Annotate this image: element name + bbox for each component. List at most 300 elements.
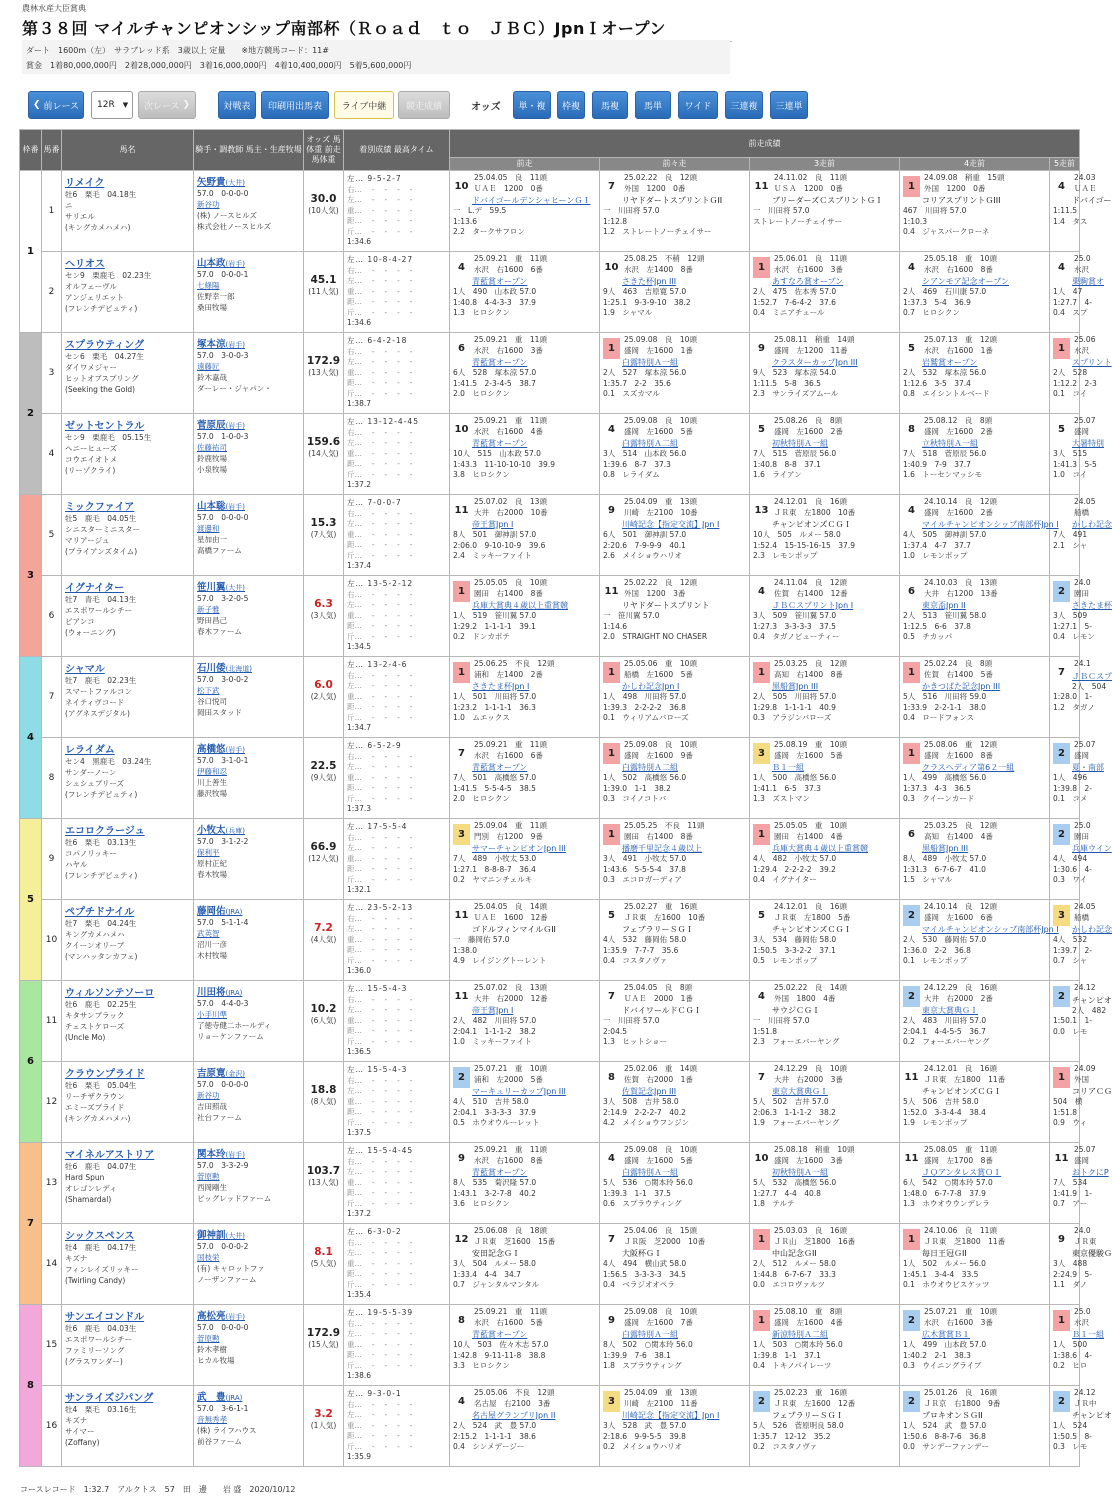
horse-dam: フィンレイズリッキー	[65, 1265, 139, 1274]
race-name-link[interactable]: ドバイゴールデンシャヒーンＧＩ	[472, 196, 591, 205]
race-name-link[interactable]: Ｂ１一組	[1072, 1330, 1104, 1339]
race-name-link[interactable]: 中山記念ＧII	[772, 1249, 817, 1258]
race-venue: 船橋	[1074, 912, 1089, 922]
race-winner: 3.3 ヒロシクン	[453, 1361, 510, 1370]
race-winner: 0.2 メイショウハリオ	[603, 1442, 683, 1451]
finish-position: 3	[753, 743, 770, 764]
race-name-link[interactable]: チャンピオ	[1072, 995, 1112, 1005]
trainer-link[interactable]: 松下武	[197, 686, 220, 695]
finish-position: 4	[458, 262, 465, 273]
race-name-link[interactable]: サウジＣＧＩ	[772, 1006, 820, 1015]
horse-name-link[interactable]: サンライズジパング	[65, 1393, 154, 1404]
race-name-link[interactable]: ＪＱアンタレス賞ＯＩ	[922, 1168, 1002, 1177]
race-name-link[interactable]: 青藍賞オープン	[472, 439, 528, 448]
horse-dam: サイマー	[65, 1427, 95, 1436]
race-name-link[interactable]: ゴドルフィンマイルＧII	[472, 925, 556, 934]
race-name-link[interactable]: 安田記念ＧＩ	[472, 1249, 520, 1258]
finish-position: 11	[454, 505, 469, 516]
owner: 星加由一	[197, 535, 227, 544]
race-winner: 2.6 メイショウハリオ	[603, 551, 683, 560]
race-name-link[interactable]: 青藍賞オープン	[472, 763, 528, 772]
race-time: 2:18.6 9-9-5-5 39.8	[603, 1431, 686, 1441]
race-name-link[interactable]: 川崎記念【指定交流】Jpn I	[622, 520, 720, 529]
finish-position: 2	[903, 905, 920, 926]
race-name-link[interactable]: 青藍賞オープン	[472, 277, 528, 286]
trainer-link[interactable]: 菅原勲	[197, 1334, 220, 1343]
trainer-link[interactable]: 音無秀孝	[197, 1415, 227, 1424]
race-name-link[interactable]: おトクにP	[1072, 1168, 1109, 1177]
race-jockey: 1人 47	[1053, 287, 1083, 296]
col-horse: 馬名	[62, 130, 194, 171]
race-jockey: 5人 506 吉井 58.0	[903, 1097, 979, 1106]
race-time: 1:27.1 8-8-8-7 36.4	[453, 864, 536, 874]
trainer-link[interactable]: 遠藤匠	[197, 362, 220, 371]
race-name-link[interactable]: 兵庫大賞典４歳以上重賞競	[472, 601, 568, 610]
odds-cell	[304, 1305, 344, 1386]
race-venue: ＵＡＥ 2000 1番	[624, 993, 693, 1003]
race-name-link[interactable]: サマーチャンピオンJpn III	[472, 844, 566, 853]
race-name-link[interactable]: フェブラリーＳＧＩ	[772, 1411, 844, 1420]
race-name-link[interactable]: かしわ記念	[1072, 520, 1112, 529]
race-name-link[interactable]: 白露特別Ａ一組	[622, 1168, 678, 1177]
horse-bms: (フレンチデピュティ)	[65, 304, 138, 313]
race-name-link[interactable]: 帝王賞Jpn I	[472, 520, 514, 529]
horse-row	[20, 1062, 1080, 1143]
horse-sire: ダイワメジャー	[65, 363, 117, 372]
owner: 鈴木孝樹	[197, 1345, 227, 1354]
finish-position: 12	[454, 1234, 469, 1245]
jockey-name-link[interactable]: 藤岡佑(JRA)	[197, 906, 243, 917]
race-name-link[interactable]: 名古屋グランプリJpn II	[472, 1411, 556, 1420]
horse-name-link[interactable]: シックスペンス	[65, 1231, 135, 1242]
race-name-link[interactable]: 大暑特別	[1072, 439, 1104, 448]
race-name-link[interactable]: 兵庫大賞典４歳以上重賞競	[772, 844, 868, 853]
horse-row	[20, 576, 1080, 657]
horse-name-link[interactable]: スプラウティング	[65, 340, 144, 351]
race-winner: 0.7 ヒロシクン	[903, 308, 960, 317]
finish-position: 4	[608, 424, 615, 435]
trainer-link[interactable]: 新谷功	[197, 1091, 220, 1100]
trainer-link[interactable]: 国枝栄	[197, 1253, 220, 1262]
finish-position: 1	[753, 824, 770, 845]
trainer-link[interactable]: 武英智	[197, 929, 220, 938]
race-time: 1:39.0 1-1 38.2	[603, 783, 671, 793]
jockey-cell	[194, 414, 304, 495]
race-name-link[interactable]: ＪＢＣスプ	[1072, 671, 1112, 681]
race-date: 25.08.10 重 8頭	[774, 1307, 843, 1316]
jockey-name-link[interactable]: 笹川翼(大井)	[197, 582, 245, 593]
horse-name-link[interactable]: エコロクラージュ	[65, 826, 145, 837]
horse-name-link[interactable]: マイネルアストリア	[65, 1150, 155, 1161]
race-name-link[interactable]: チャンピオンズＣＧＩ	[772, 925, 852, 934]
horse-name-link[interactable]: イグナイター	[65, 583, 125, 594]
race-name-link[interactable]: 夏・南部	[1072, 763, 1104, 772]
race-time: 1:41.3 5-5	[1053, 459, 1097, 469]
odds-cell	[304, 738, 344, 819]
race-venue: 高知 右1400 4番	[924, 831, 993, 841]
trainer-link[interactable]: 新谷功	[197, 200, 220, 209]
race-jockey: 1人 524	[1053, 1421, 1088, 1430]
prev-race-cell	[600, 1062, 750, 1143]
horse-number: 12	[42, 1062, 62, 1143]
jockey-name-link[interactable]: 山本聡(岩手)	[197, 501, 245, 512]
race-venue: ＪＲ阪 芝2000 10番	[624, 1236, 706, 1246]
race-time: 1:39.8 1-1 37.1	[753, 1350, 821, 1360]
race-name-link[interactable]: 白露特別Ａ一組	[622, 358, 678, 367]
race-name-link[interactable]: リヤドダートスプリントＧII	[622, 196, 723, 205]
horse-name-link[interactable]: サンエイコンドル	[65, 1312, 145, 1323]
race-name-link[interactable]: 新涼特別Ａ二組	[772, 1330, 828, 1339]
finish-position: 1	[903, 743, 920, 764]
race-winner: 0.1 ホウオウビスケッツ	[903, 1280, 990, 1289]
horse-name-link[interactable]: レライダム	[65, 745, 115, 756]
race-time: 1:50.5 8-	[1053, 1431, 1092, 1441]
prev-race-cell	[600, 171, 750, 252]
race-time: 1:33.4 4-4 34.7	[453, 1269, 521, 1279]
weight-record: 57.0 0-0-0-0	[197, 513, 249, 522]
finish-position: 11	[754, 181, 769, 192]
race-time: 1:39.3 1-1 37.5	[603, 1188, 671, 1198]
horse-cell	[62, 981, 194, 1062]
prev-race-cell	[750, 981, 900, 1062]
entry-rows	[20, 171, 1112, 1467]
win-odds: 30.0	[310, 193, 337, 205]
race-time: 1:31.3 6-7-6-7 41.0	[903, 864, 986, 874]
race-name-link[interactable]: 岩鷲賞オープン	[922, 358, 978, 367]
trainer-link[interactable]: 伊藤和忍	[197, 767, 227, 776]
trainer-link[interactable]: 保利平	[197, 848, 220, 857]
prev-race-cell	[1050, 414, 1104, 495]
race-name-link[interactable]: 東京優駿Ｇ	[1072, 1249, 1112, 1258]
race-date: 25.03.03 良 16頭	[774, 1226, 847, 1235]
finish-position	[1053, 500, 1070, 521]
race-name-link[interactable]: 白露特別Ａ二組	[622, 439, 678, 448]
race-winner: 0.4 ジャスパークローネ	[903, 227, 990, 236]
race-name-link[interactable]: 佐賀記念Jpn III	[622, 1087, 677, 1096]
race-name-link[interactable]: 広木賞賞Ｂ１	[922, 1330, 970, 1339]
race-winner: 0.8 エイシントルベード	[903, 389, 990, 398]
horse-bms: (グラスワンダー)	[65, 1357, 123, 1366]
race-name-link[interactable]: 初秋特別Ａ一組	[772, 1168, 828, 1177]
race-name-link[interactable]: コリアスプリントＧIII	[922, 196, 1001, 205]
jockey-name-link[interactable]: 小牧太(兵庫)	[197, 825, 245, 836]
jockey-name-link[interactable]: 御神訓(大井)	[197, 1230, 245, 1241]
jockey-name-link[interactable]: 塚本涼(岩手)	[197, 339, 245, 350]
finish-position: 1	[903, 662, 920, 683]
race-name-link[interactable]: Ｂ１一組	[772, 763, 804, 772]
next-race-button[interactable]: 次レース ❯	[138, 91, 196, 119]
trainer-link[interactable]: 新子雅	[197, 605, 220, 614]
horse-name-link[interactable]: ヘリオス	[65, 259, 105, 270]
race-name-link[interactable]: 青藍賞オープン	[472, 358, 528, 367]
race-name-link[interactable]: かしわ記念Jpn I	[622, 682, 680, 691]
race-time: 1:14.6	[603, 621, 627, 631]
horse-number: 10	[42, 900, 62, 981]
race-name-link[interactable]: さきたま杯Jpn I	[472, 682, 530, 691]
odds-umatan-button[interactable]: 馬単	[635, 91, 671, 119]
prev-race-cell	[750, 1062, 900, 1143]
race-time: 1:40.8 8-8 37.1	[753, 459, 821, 469]
finish-position: 5	[608, 910, 615, 921]
race-name-link[interactable]: 白露特別Ａ一組	[622, 1330, 678, 1339]
race-time: 2:04.1 1-1-1-2 38.2	[453, 1026, 536, 1036]
popularity: (13人気)	[308, 1178, 339, 1187]
race-jockey: 467 川田将 57.0	[903, 206, 967, 215]
race-name-link[interactable]: ＪＢＣスプリントJpn I	[772, 601, 854, 610]
race-winner: 1.9 フォーエバーヤング	[753, 1118, 840, 1127]
race-date: 24.10.14 良 12頭	[924, 902, 997, 911]
horse-info: セン6 栗毛 04.27生	[65, 352, 144, 361]
race-winner: 0.4 シンメデージー	[453, 1442, 525, 1451]
race-name-link[interactable]: 播磨千里記念４歳以上	[622, 844, 702, 853]
race-name-link[interactable]: コリアＣＧ	[1072, 1087, 1112, 1096]
trainer-link[interactable]: 小手川準	[197, 1010, 227, 1019]
prev-race-cell	[900, 738, 1050, 819]
breeder: 春木ファーム	[197, 627, 242, 636]
horse-sire: シニスターミニスター	[65, 525, 140, 534]
prev-race-cell	[450, 252, 600, 333]
race-select[interactable]: 12R ▼	[91, 91, 133, 119]
race-date: 25.0	[1074, 1307, 1091, 1316]
horse-cell	[62, 1224, 194, 1305]
breeder: 藤沢牧場	[197, 789, 227, 798]
race-name-link[interactable]: マイルチャンピオンシップ南部杯Jpn I	[922, 520, 1059, 529]
race-date: 25.08.11 稍重 14頭	[774, 335, 855, 344]
race-venue: 佐賀 右2000 1番	[624, 1074, 693, 1084]
horse-sire: エスポワールシチー	[65, 1335, 133, 1344]
race-name-link[interactable]: さきた杯Jpn III	[622, 277, 677, 286]
race-time: 1:43.1 3-2-7-8 40.2	[453, 1188, 536, 1198]
odds-wakupuku-button[interactable]: 枠複	[557, 91, 585, 119]
race-winner: 1.6 トーセンマッシモ	[903, 470, 982, 479]
horse-row	[20, 819, 1080, 900]
live-button[interactable]: ライブ中継	[334, 91, 394, 119]
race-name-link[interactable]: シアンモア記念オープン	[922, 277, 1009, 286]
jockey-name-link[interactable]: 石川倭(北海道)	[197, 663, 252, 674]
race-date: 24.05	[1074, 497, 1096, 506]
race-time: 1:35.7 2-2 35.6	[603, 378, 671, 388]
race-venue: 水沢	[1074, 345, 1089, 355]
horse-bms: (フレンチデピュティ)	[65, 790, 138, 799]
race-name-link[interactable]: プロキオンＳＧII	[922, 1411, 983, 1420]
race-jockey: 9人 463 吉原寛 57.0	[603, 287, 687, 296]
jockey-name-link[interactable]: 矢野貴(大井)	[197, 177, 245, 188]
win-odds: 6.3	[314, 598, 333, 610]
horse-name-link[interactable]: リメイク	[65, 178, 105, 189]
race-name-link[interactable]: 川崎記念【指定交流】Jpn I	[622, 1411, 720, 1420]
prev-race-cell	[750, 1143, 900, 1224]
race-date: 25.07	[1074, 416, 1096, 425]
race-name-link[interactable]: 青藍賞オープン	[472, 1168, 528, 1177]
race-date: 25.08.26 良 8頭	[774, 416, 843, 425]
jockey-name-link[interactable]: 菅原辰(岩手)	[197, 420, 245, 431]
race-date: 25.09.08 良 10頭	[624, 740, 697, 749]
race-name-link[interactable]: ドバイワールドＣＧＩ	[622, 1006, 702, 1015]
horse-name-link[interactable]: クラウンプライド	[65, 1069, 145, 1080]
jockey-name-link[interactable]: 武 豊(JRA)	[197, 1392, 243, 1403]
jockey-cell	[194, 252, 304, 333]
finish-position: 11	[904, 1072, 919, 1083]
prev-race-button[interactable]: ❮ 前レース	[28, 91, 84, 119]
horse-number: 5	[42, 495, 62, 576]
trainer-link[interactable]: 七條陽	[197, 281, 220, 290]
race-name-link[interactable]: チャンピオ	[1072, 1411, 1112, 1420]
race-date: 25.01.26 良 16頭	[924, 1388, 997, 1397]
waku-number: 7	[20, 1143, 42, 1305]
race-name-link[interactable]: ブリーダーズＣスプリントＧＩ	[772, 196, 883, 205]
horse-row	[20, 900, 1080, 981]
finish-position: 7	[608, 1234, 615, 1245]
race-name-link[interactable]: 東京大賞典ＧＩ	[922, 1006, 978, 1015]
race-name-link[interactable]: あすなろ賞オープン	[772, 277, 844, 286]
race-name-link[interactable]: かしわ記念	[1072, 925, 1112, 934]
race-name-link[interactable]: 帝王賞Jpn I	[472, 1006, 514, 1015]
horse-dam: マリアージュ	[65, 536, 110, 545]
race-winner: 1.0 ムエックス	[453, 713, 510, 722]
race-jockey: 3人 514 山本政 56.0	[603, 449, 687, 458]
waku-number: 3	[20, 495, 42, 657]
jockey-name-link[interactable]: 川田将(JRA)	[197, 987, 243, 998]
finish-position: 1	[753, 257, 770, 278]
race-name-link[interactable]: 大阪杯ＧＩ	[622, 1249, 662, 1258]
race-jockey: 1人 500 高橋悠 56.0	[753, 773, 837, 782]
horse-bms: (Seeking the Gold)	[65, 385, 136, 394]
race-name-link[interactable]: クラスヘディア第6２一組	[922, 763, 1015, 772]
horse-number: 15	[42, 1305, 62, 1386]
race-winner: 1.5 シャマル	[903, 875, 953, 884]
finish-position: 1	[603, 662, 620, 683]
race-name-link[interactable]: 立秋特別Ａ一組	[922, 439, 978, 448]
owner: 原村正紀	[197, 859, 227, 868]
race-winner: 0.0 エコロヴァルツ	[753, 1280, 825, 1289]
race-name-link[interactable]: スプリント	[1072, 358, 1112, 367]
horse-name-link[interactable]: ゼットセントラル	[65, 421, 145, 432]
race-name-link[interactable]: マーキュリーカップJpn III	[472, 1087, 566, 1096]
race-time: 1:52.0 3-3-4-4 38.4	[903, 1107, 986, 1117]
jockey-name-link[interactable]: 関本玲(岩手)	[197, 1149, 245, 1160]
race-name-link[interactable]: 栗駒賞オ	[1072, 277, 1104, 286]
prev-race-cell	[450, 819, 600, 900]
record-line: 左… 13-12-4-45	[347, 417, 419, 426]
race-time: 1:37.3 5-4 36.9	[903, 297, 971, 307]
jockey-name-link[interactable]: 高松亮(岩手)	[197, 1311, 245, 1322]
prev-race-cell	[1050, 1062, 1112, 1143]
race-jockey: 7人 491	[1053, 530, 1088, 539]
result-button[interactable]: 競走成績	[398, 91, 450, 119]
horse-name-link[interactable]: シャマル	[65, 664, 105, 675]
odds-wide-button[interactable]: ワイド	[678, 91, 718, 119]
odds-sanrentan-button[interactable]: 三連単	[770, 91, 808, 119]
odds-cell	[304, 1062, 344, 1143]
record-cell: 左… 6-3-0-2 右… - - - - 左… - - - - 重… - - - - 距… - - - - 斤… - - - - 1:35.4	[344, 1224, 450, 1305]
finish-position: 2	[1053, 1391, 1070, 1412]
win-odds: 172.9	[306, 1327, 341, 1339]
race-venue: ＵＡＥ	[1074, 183, 1097, 193]
horse-cell	[62, 576, 194, 657]
race-name-link[interactable]: チャンピオンズＣＧＩ	[772, 520, 852, 529]
jockey-cell	[194, 1143, 304, 1224]
race-name-link[interactable]: リヤドダートスプリント	[622, 601, 710, 610]
race-date: 25.04.05 良 14頭	[474, 902, 547, 911]
race-name-link[interactable]: 兵庫ウイン	[1072, 844, 1112, 853]
record-line: 左… 15-5-4-3	[347, 1065, 408, 1074]
race-jockey: 4人 494	[1053, 854, 1088, 863]
print-button[interactable]: 印刷用出馬表	[261, 91, 329, 119]
prev-race-cell	[600, 414, 750, 495]
race-date: 25.07.02 良 13頭	[474, 983, 547, 992]
race-venue: 船橋	[1074, 507, 1089, 517]
race-winner: 2.1 シャ	[1053, 540, 1088, 550]
horse-name-link[interactable]: ミックファイア	[65, 502, 135, 513]
horse-dam: ハヤル	[65, 860, 88, 869]
race-venue: 水沢 右1600 4番	[474, 426, 543, 436]
win-odds: 103.7	[306, 1165, 341, 1177]
jockey-name-link[interactable]: 吉原寛(金沢)	[197, 1068, 245, 1079]
horse-name-link[interactable]: ウィルソンテソーロ	[65, 988, 155, 999]
race-name-link[interactable]: 黒船賞Jpn III	[772, 682, 819, 691]
race-name-link[interactable]: 東京大賞典ＧＩ	[772, 1087, 828, 1096]
race-name-link[interactable]: 東京盃Jpn II	[922, 601, 966, 610]
owner: (有) キャロットファ	[197, 1264, 265, 1273]
trainer-link[interactable]: 菅原勲	[197, 1172, 220, 1181]
race-title: 第３８回 マイルチャンピオンシップ南部杯（Ｒｏａｄ ｔｏ ＪＢＣ）JpnＩオープン	[22, 19, 666, 38]
odds-umafuku-button[interactable]: 馬複	[592, 91, 628, 119]
race-name-link[interactable]: かきつばた記念Jpn III	[922, 682, 1001, 691]
owner: 吉田照哉	[197, 1102, 227, 1111]
best-time: 1:38.7	[347, 399, 371, 408]
race-name-link[interactable]: フェブラリーＳＧＩ	[622, 925, 694, 934]
owner: 野田昌己	[197, 616, 227, 625]
jockey-name-link[interactable]: 高橋悠(岩手)	[197, 744, 245, 755]
race-name-link[interactable]: クラスターカップJpn III	[772, 358, 858, 367]
jockey-name-link[interactable]: 山本政(岩手)	[197, 258, 245, 269]
taisen-button[interactable]: 対戦表	[218, 91, 256, 119]
prev-race-cell	[450, 1386, 600, 1467]
race-name-link[interactable]: 青藍賞オープン	[472, 1330, 528, 1339]
race-jockey: 2人 483 川田将 57.0	[903, 1016, 987, 1025]
prev-race-cell	[1050, 1224, 1112, 1305]
race-name-link[interactable]: 黒船賞Jpn III	[922, 844, 969, 853]
prev-race-cell	[450, 738, 600, 819]
race-jockey: 3人 534 藤岡佑 58.0	[753, 935, 837, 944]
race-name-link[interactable]: ドバイゴー	[1072, 196, 1112, 205]
race-name-link[interactable]: 白露特別Ａ二組	[622, 763, 678, 772]
odds-sanrenpuku-button[interactable]: 三連複	[725, 91, 763, 119]
race-jockey: 一 L.デ 59.5	[453, 206, 507, 215]
horse-row	[20, 1224, 1080, 1305]
odds-tan-button[interactable]: 単・複	[513, 91, 551, 119]
race-name-link[interactable]: 毎日王冠ＧII	[922, 1249, 967, 1258]
jockey-cell	[194, 1062, 304, 1143]
race-name-link[interactable]: チャンピオンズＣＧＩ	[922, 1087, 1002, 1096]
race-name-link[interactable]: マイルチャンピオンシップ南部杯Jpn I	[922, 925, 1059, 934]
trainer-link[interactable]: 渡邊和	[197, 524, 220, 533]
breeder: 小泉牧場	[197, 465, 227, 474]
race-jockey: 10人 515 山本政 57.0	[453, 449, 541, 458]
race-name-link[interactable]: 初秋特別Ａ一組	[772, 439, 828, 448]
finish-position: 4	[1058, 181, 1065, 192]
race-name-link[interactable]: さきたま杯	[1072, 601, 1112, 610]
entry-table	[19, 129, 1112, 1467]
col-prev-3: 3走前	[750, 158, 900, 171]
race-jockey: 7人 515 菅原辰 56.0	[753, 449, 837, 458]
prev-race-cell	[1050, 900, 1112, 981]
record-cell: 左… 9-5-2-7 右… - - - - 左… - - - - 重… - - - - 距… - - - - 斤… - - - - 1:34.6	[344, 171, 450, 252]
race-jockey: 5人 536 ○関本玲 56.0	[603, 1178, 693, 1187]
horse-name-link[interactable]: ペプチドナイル	[65, 907, 135, 918]
race-date: 24.12.29 良 16頭	[924, 983, 997, 992]
trainer-link[interactable]: 佐藤祐司	[197, 443, 227, 452]
